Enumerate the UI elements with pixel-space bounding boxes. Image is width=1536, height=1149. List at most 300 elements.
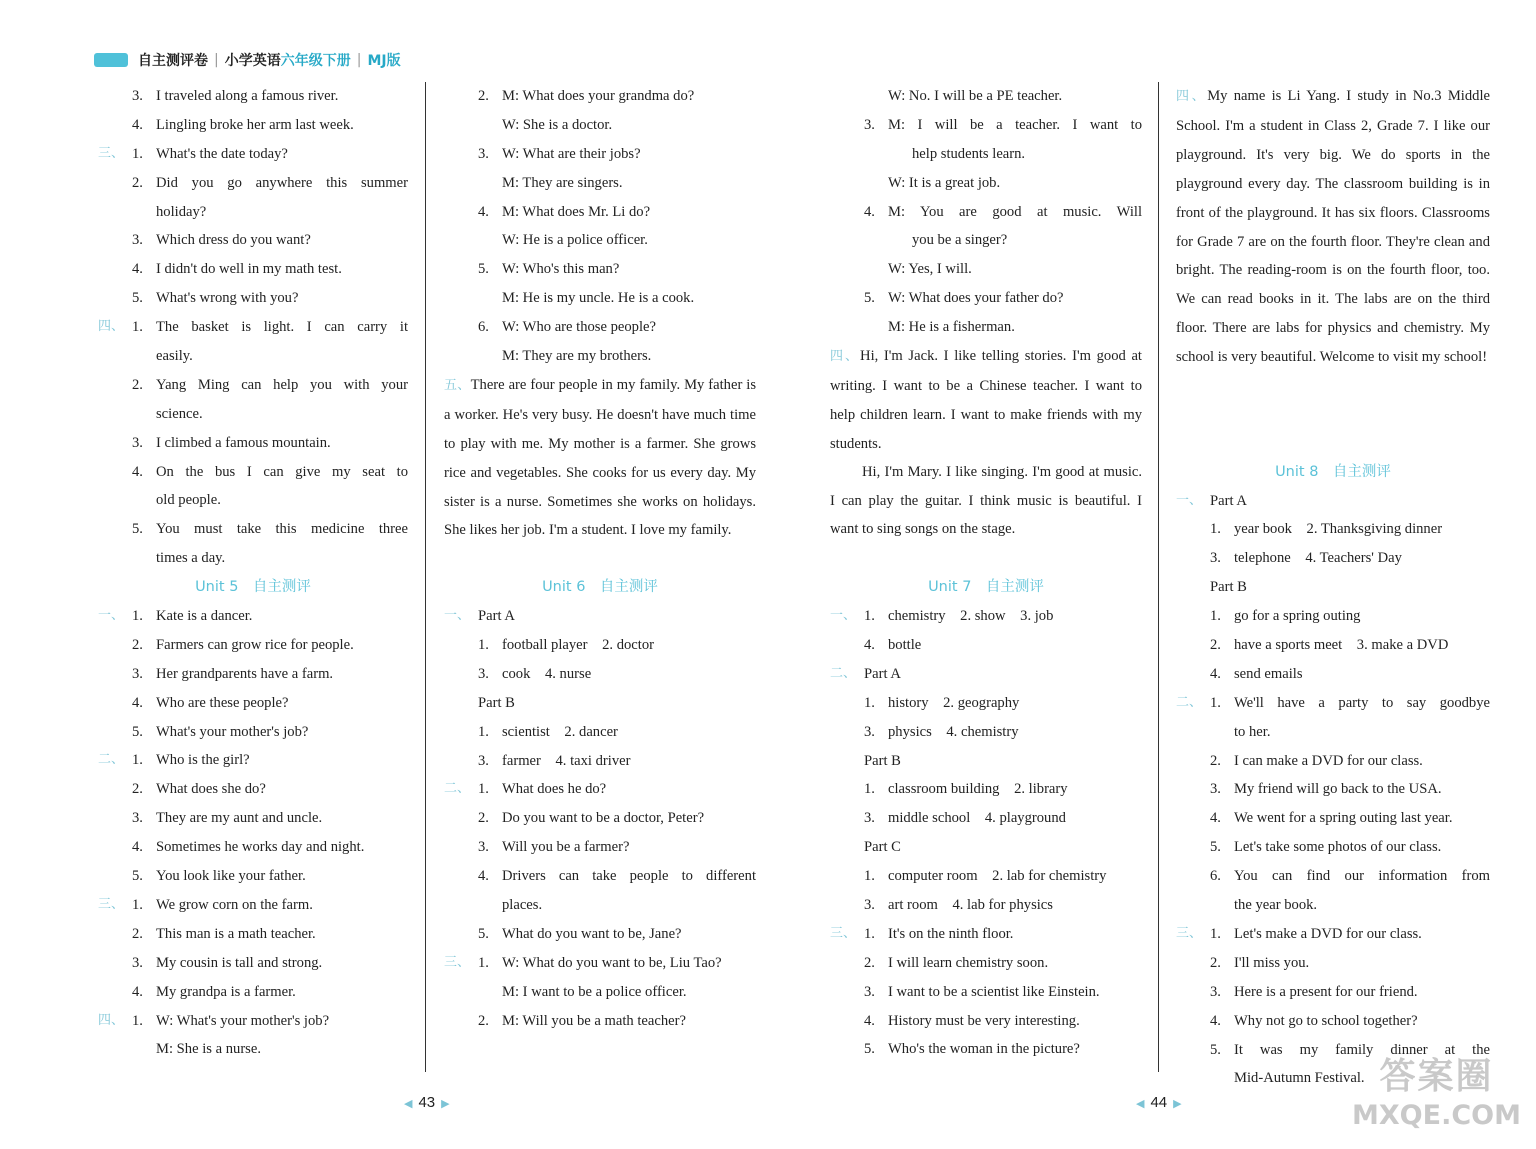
answer-line <box>444 111 756 140</box>
header-badge <box>94 53 128 67</box>
answer-line <box>1176 487 1490 516</box>
answer-text: I didn't do well in my math test. <box>156 261 342 278</box>
answer-text: Let's make a DVD for our class. <box>1234 925 1422 942</box>
answer-text: We'll have a party to say goodbye <box>1234 694 1490 711</box>
answer-text: Do you want to be a doctor, Peter? <box>502 810 705 827</box>
item-number: 5. <box>864 1041 875 1058</box>
item-number: 2. <box>1210 637 1221 654</box>
answer-line <box>1176 544 1490 573</box>
answer-text: W: Who's this man? <box>502 261 620 278</box>
answer-line <box>830 313 1142 342</box>
answer-text: My friend will go back to the USA. <box>1234 781 1442 798</box>
answer-text: Who is the girl? <box>156 752 250 769</box>
answer-text: It's on the ninth floor. <box>888 925 1014 942</box>
answer-line <box>444 775 756 804</box>
answer-text: Part A <box>478 608 515 625</box>
answer-line <box>444 255 756 284</box>
answer-line <box>98 949 408 978</box>
item-number: 6. <box>1210 868 1221 885</box>
answer-paragraph <box>1176 82 1490 458</box>
item-number: 3. <box>132 954 143 971</box>
answer-text: places. <box>502 897 543 913</box>
answer-line <box>444 718 756 747</box>
answer-text: We went for a spring outing last year. <box>1234 810 1453 827</box>
item-number: 4. <box>864 203 875 220</box>
answer-line <box>1176 689 1490 718</box>
answer-line <box>98 400 408 429</box>
answer-text: W: What does your father do? <box>888 290 1064 307</box>
item-number: 2. <box>1210 752 1221 769</box>
answer-text: Why not go to school together? <box>1234 1012 1418 1029</box>
header-edition: MJ版 <box>367 53 401 69</box>
answer-line <box>1176 833 1490 862</box>
answer-text: W: She is a doctor. <box>502 116 613 133</box>
header-subject: 小学英语 <box>224 53 281 69</box>
item-number: 1. <box>478 636 489 653</box>
answer-line <box>830 949 1142 978</box>
item-number: 5. <box>132 290 143 307</box>
answer-text: What's wrong with you? <box>156 290 299 307</box>
page-number-left: ◀ 43 ▶ <box>404 1094 450 1111</box>
answer-text: What does he do? <box>502 781 607 798</box>
answer-line <box>444 1007 756 1036</box>
answer-text: telephone 4. Teachers' Day <box>1234 550 1402 567</box>
item-number: 3. <box>132 665 143 682</box>
item-number: 3. <box>478 839 489 856</box>
answer-line <box>98 342 408 371</box>
answer-line <box>98 371 408 400</box>
section-marker: 四、 <box>1176 89 1208 104</box>
item-number: 4. <box>478 203 489 220</box>
answer-text: W: What are their jobs? <box>502 145 641 162</box>
item-number: 1. <box>132 319 143 336</box>
answer-text: On the bus I can give my seat to <box>156 463 408 480</box>
answer-line <box>444 862 756 891</box>
answer-text: My grandpa is a farmer. <box>156 983 296 1000</box>
unit-heading: Unit 8 自主测评 <box>1275 463 1391 480</box>
answer-text: I traveled along a famous river. <box>156 88 339 104</box>
answer-line <box>1176 949 1490 978</box>
page-number-right: ◀ 44 ▶ <box>1136 1094 1182 1111</box>
answer-line <box>98 111 408 140</box>
item-number: 2. <box>864 954 875 971</box>
answer-line <box>1176 978 1490 1007</box>
item-number: 3. <box>132 810 143 827</box>
answer-text: year book 2. Thanksgiving dinner <box>1234 521 1443 538</box>
unit-heading: Unit 5 自主测评 <box>195 579 311 596</box>
answer-line <box>830 111 1142 140</box>
answer-text: M: He is my uncle. He is a cook. <box>502 290 695 307</box>
answer-text: History must be very interesting. <box>888 1012 1080 1029</box>
answer-line <box>830 660 1142 689</box>
answer-text: Kate is a dancer. <box>156 608 253 625</box>
section-marker: 二、 <box>444 781 471 797</box>
item-number: 1. <box>132 1012 143 1029</box>
answer-text: Part A <box>1210 492 1247 509</box>
item-number: 1. <box>864 781 875 798</box>
item-number: 4. <box>1210 1012 1221 1029</box>
answer-text: to her. <box>1234 723 1271 740</box>
answer-line <box>1176 515 1490 544</box>
answer-text: cook 4. nurse <box>502 665 592 682</box>
paragraph-text: Hi, I'm Jack. I like telling stories. I'm good at writing. I want to be a Chinese teacher. I want to help children learn. I want to make friends with my students. <box>830 348 1142 452</box>
item-number: 3. <box>132 88 143 104</box>
answer-text: My cousin is tall and strong. <box>156 954 323 971</box>
answer-line <box>98 775 408 804</box>
answer-line <box>830 1035 1142 1064</box>
item-number: 3. <box>1210 983 1221 1000</box>
answer-line <box>444 198 756 227</box>
answer-line <box>444 631 756 660</box>
answer-text: Did you go anywhere this summer <box>156 174 408 191</box>
answer-text: M: I want to be a police officer. <box>502 983 687 1000</box>
answer-line <box>444 602 756 631</box>
item-number: 3. <box>1210 781 1221 798</box>
item-number: 5. <box>478 925 489 942</box>
answer-line <box>830 920 1142 949</box>
item-number: 1. <box>1210 925 1221 942</box>
answer-text: classroom building 2. library <box>888 781 1068 798</box>
answer-line <box>830 169 1142 198</box>
item-number: 1. <box>478 954 489 971</box>
answer-text: Sometimes he works day and night. <box>156 839 365 856</box>
answer-line <box>830 804 1142 833</box>
answer-text: M: They are my brothers. <box>502 348 652 365</box>
item-number: 1. <box>1210 608 1221 625</box>
section-marker: 二、 <box>98 752 125 768</box>
answer-text: W: Yes, I will. <box>888 261 972 278</box>
answer-text: Part C <box>864 839 901 856</box>
section-marker: 一、 <box>444 608 471 624</box>
item-number: 1. <box>864 694 875 711</box>
item-number: 3. <box>478 752 489 769</box>
answer-line <box>444 169 756 198</box>
answer-text: help students learn. <box>912 145 1026 162</box>
answer-text: the year book. <box>1234 897 1318 914</box>
answer-line <box>1176 862 1490 891</box>
answer-text: I want to be a scientist like Einstein. <box>888 983 1100 1000</box>
item-number: 3. <box>478 145 489 162</box>
section-marker: 一、 <box>1176 492 1203 508</box>
answer-line <box>444 689 756 718</box>
answer-text: W: What do you want to be, Liu Tao? <box>502 954 722 971</box>
answer-paragraph <box>830 458 1142 574</box>
section-marker: 三、 <box>98 896 125 912</box>
answer-text: W: He is a police officer. <box>502 232 648 249</box>
answer-line <box>98 746 408 775</box>
answer-paragraph <box>444 371 756 573</box>
section-marker: 一、 <box>98 608 125 624</box>
item-number: 4. <box>478 868 489 885</box>
answer-line <box>98 140 408 169</box>
answer-line <box>444 313 756 342</box>
answer-line <box>98 978 408 1007</box>
answer-text: What do you want to be, Jane? <box>502 925 682 942</box>
item-number: 2. <box>478 1012 489 1029</box>
item-number: 5. <box>1210 839 1221 856</box>
answer-line <box>98 833 408 862</box>
answer-line <box>98 429 408 458</box>
item-number: 5. <box>1210 1041 1221 1058</box>
item-number: 1. <box>864 608 875 625</box>
answer-text: W: What's your mother's job? <box>156 1012 330 1029</box>
answer-line <box>444 978 756 1007</box>
answer-text: W: Who are those people? <box>502 319 656 336</box>
answer-text: Which dress do you want? <box>156 232 311 249</box>
item-number: 1. <box>132 608 143 625</box>
answer-text: What's your mother's job? <box>156 723 309 740</box>
section-marker: 三、 <box>1176 925 1203 941</box>
answer-line <box>98 486 408 515</box>
section-marker: 五、 <box>444 377 471 393</box>
item-number: 4. <box>132 694 143 711</box>
answer-text: art room 4. lab for physics <box>888 897 1053 913</box>
item-number: 5. <box>132 868 143 885</box>
answer-text: scientist 2. dancer <box>502 723 618 740</box>
answer-text: football player 2. doctor <box>502 636 654 653</box>
answer-line <box>98 631 408 660</box>
section-marker: 一、 <box>830 608 857 624</box>
item-number: 4. <box>132 839 143 856</box>
answer-line <box>830 140 1142 169</box>
answer-line <box>444 140 756 169</box>
item-number: 2. <box>132 781 143 798</box>
answer-text: Will you be a farmer? <box>502 839 630 856</box>
item-number: 5. <box>478 261 489 278</box>
answer-text: send emails <box>1234 665 1303 682</box>
answer-text: Lingling broke her arm last week. <box>156 116 354 133</box>
answer-line <box>444 284 756 313</box>
answer-line <box>830 689 1142 718</box>
item-number: 2. <box>132 925 143 942</box>
answer-line <box>98 891 408 920</box>
answer-text: Part B <box>478 694 515 711</box>
answer-line <box>444 920 756 949</box>
section-marker: 四、 <box>98 1012 125 1028</box>
answer-text: What does she do? <box>156 781 266 798</box>
answer-line <box>830 775 1142 804</box>
answer-line <box>444 226 756 255</box>
answer-text: M: He is a fisherman. <box>888 319 1015 336</box>
answer-text: Part B <box>1210 579 1247 596</box>
answer-line <box>830 862 1142 891</box>
answer-text: I climbed a famous mountain. <box>156 434 331 451</box>
answer-line <box>830 891 1142 920</box>
answer-line <box>1176 920 1490 949</box>
answer-line <box>830 602 1142 631</box>
answer-line <box>830 82 1142 111</box>
answer-line <box>1176 718 1490 747</box>
header-title: 自主测评卷 <box>138 53 208 69</box>
answer-text: bottle <box>888 636 922 653</box>
item-number: 2. <box>132 174 143 191</box>
answer-line <box>830 978 1142 1007</box>
answer-line <box>1176 1007 1490 1036</box>
answer-line <box>98 862 408 891</box>
section-marker: 三、 <box>830 925 857 941</box>
answer-text: have a sports meet 3. make a DVD <box>1234 637 1449 654</box>
item-number: 3. <box>478 665 489 682</box>
answer-text: M: She is a nurse. <box>156 1041 261 1058</box>
answer-line <box>830 226 1142 255</box>
answer-line <box>1176 891 1490 920</box>
answer-text: M: I will be a teacher. I want to <box>888 116 1142 133</box>
section-marker: 四、 <box>830 349 861 365</box>
answer-text: history 2. geography <box>888 694 1020 711</box>
item-number: 2. <box>132 376 143 393</box>
header-grade: 六年级下册 <box>280 53 351 69</box>
item-number: 6. <box>478 319 489 336</box>
unit-heading: Unit 7 自主测评 <box>928 579 1044 596</box>
answer-line <box>1176 775 1490 804</box>
answer-line <box>98 169 408 198</box>
answer-line <box>98 718 408 747</box>
answer-text: chemistry 2. show 3. job <box>888 608 1054 625</box>
answer-text: W: It is a great job. <box>888 174 1001 191</box>
answer-line <box>444 82 756 111</box>
column-divider <box>425 82 426 1072</box>
answer-text: M: What does Mr. Li do? <box>502 203 651 220</box>
section-marker: 三、 <box>444 954 471 970</box>
column-divider <box>1158 82 1159 1072</box>
answer-line <box>98 458 408 487</box>
answer-line <box>830 198 1142 227</box>
answer-line <box>98 82 408 111</box>
answer-text: You can find our information from <box>1234 868 1490 885</box>
answer-line <box>98 544 408 573</box>
item-number: 2. <box>1210 954 1221 971</box>
item-number: 3. <box>864 983 875 1000</box>
answer-line <box>1176 747 1490 776</box>
answer-text: Who's the woman in the picture? <box>888 1041 1080 1058</box>
answer-text: holiday? <box>156 203 207 220</box>
answer-line <box>444 804 756 833</box>
answer-text: We grow corn on the farm. <box>156 896 313 913</box>
answer-text: science. <box>156 405 203 422</box>
answer-text: you be a singer? <box>912 232 1008 249</box>
section-marker: 二、 <box>1176 694 1203 710</box>
item-number: 1. <box>1210 521 1221 538</box>
answer-text: Farmers can grow rice for people. <box>156 636 354 653</box>
answer-text: I will learn chemistry soon. <box>888 954 1049 971</box>
item-number: 2. <box>478 88 489 104</box>
answer-line <box>1176 631 1490 660</box>
answer-text: This man is a math teacher. <box>156 925 316 942</box>
item-number: 4. <box>864 636 875 653</box>
answer-text: Here is a present for our friend. <box>1234 983 1418 1000</box>
answer-text: easily. <box>156 348 193 365</box>
answer-text: It was my family dinner at the <box>1234 1041 1490 1058</box>
item-number: 4. <box>1210 665 1221 682</box>
item-number: 3. <box>132 434 143 451</box>
item-number: 3. <box>864 723 875 740</box>
section-marker: 三、 <box>98 145 125 161</box>
answer-text: farmer 4. taxi driver <box>502 752 631 769</box>
item-number: 1. <box>132 752 143 769</box>
answer-paragraph <box>830 342 1142 458</box>
answer-text: Yang Ming can help you with your <box>156 376 408 393</box>
section-marker: 二、 <box>830 665 857 681</box>
item-number: 1. <box>864 868 875 885</box>
answer-text: You must take this medicine three <box>156 521 408 538</box>
unit-heading: Unit 6 自主测评 <box>542 579 658 596</box>
answer-text: The basket is light. I can carry it <box>156 319 408 336</box>
answer-text: M: What does your grandma do? <box>502 88 695 104</box>
item-number: 5. <box>132 723 143 740</box>
answer-line <box>830 1007 1142 1036</box>
answer-line <box>1176 602 1490 631</box>
item-number: 4. <box>864 1012 875 1029</box>
answer-line <box>830 631 1142 660</box>
answer-line <box>830 284 1142 313</box>
item-number: 5. <box>132 521 143 538</box>
paragraph-text: My name is Li Yang. I study in No.3 Middle School. I'm a student in Class 2, Grade 7. I like our playground. It's very big. We do sports in the playground every day. The classroom building is in front of the playground. It has six floors. Classrooms for Grade 7 are on the fourth floor. They're clean and bright. The reading-room is on the fourth floor, too. We can read books in it. The labs are on the third floor. There are labs for physics and chemistry. My school is very beautiful. Welcome to visit my school! <box>1176 88 1490 366</box>
answer-line <box>1176 573 1490 602</box>
item-number: 2. <box>132 636 143 653</box>
answer-column-3 <box>830 82 1142 1064</box>
answer-line <box>444 660 756 689</box>
item-number: 1. <box>132 145 143 162</box>
item-number: 1. <box>478 723 489 740</box>
watermark-logo: 答案圈 MXQE.COM <box>1352 1056 1521 1131</box>
answer-text: old people. <box>156 492 221 509</box>
answer-column-2 <box>444 82 756 1035</box>
answer-line <box>98 313 408 342</box>
answer-text: I can make a DVD for our class. <box>1234 752 1423 769</box>
answer-line <box>830 718 1142 747</box>
item-number: 3. <box>1210 550 1221 567</box>
answer-line <box>98 255 408 284</box>
answer-text: physics 4. chemistry <box>888 723 1019 740</box>
answer-text: Mid-Autumn Festival. <box>1234 1070 1365 1087</box>
answer-text: middle school 4. playground <box>888 810 1066 827</box>
answer-text: Let's take some photos of our class. <box>1234 839 1442 856</box>
answer-text: M: They are singers. <box>502 174 623 191</box>
item-number: 2. <box>478 810 489 827</box>
answer-line <box>98 804 408 833</box>
answer-line <box>1176 804 1490 833</box>
item-number: 3. <box>132 232 143 249</box>
answer-text: M: You are good at music. Will <box>888 203 1142 220</box>
answer-text: Her grandparents have a farm. <box>156 665 334 682</box>
item-number: 3. <box>864 116 875 133</box>
answer-text: Who are these people? <box>156 694 289 711</box>
answer-line <box>98 198 408 227</box>
page-header: 自主测评卷 | 小学英语 六年级下册 | MJ版 <box>94 50 401 70</box>
answer-line <box>98 1007 408 1036</box>
section-marker: 四、 <box>98 319 125 335</box>
item-number: 1. <box>132 896 143 913</box>
answer-text: Part A <box>864 665 901 682</box>
answer-line <box>98 284 408 313</box>
answer-text: times a day. <box>156 550 226 567</box>
answer-line <box>98 1035 408 1064</box>
answer-line <box>444 747 756 776</box>
answer-line <box>444 949 756 978</box>
answer-line <box>444 833 756 862</box>
item-number: 1. <box>1210 694 1221 711</box>
answer-line <box>1176 660 1490 689</box>
paragraph-text: Hi, I'm Mary. I like singing. I'm good at music. I can play the guitar. I think music is beautiful. I want to sing songs on the stage. <box>830 463 1142 538</box>
answer-text: computer room 2. lab for chemistry <box>888 868 1107 885</box>
answer-line <box>444 891 756 920</box>
answer-line <box>830 833 1142 862</box>
answer-column-4 <box>1176 82 1490 1093</box>
answer-text: W: No. I will be a PE teacher. <box>888 88 1063 104</box>
answer-text: M: Will you be a math teacher? <box>502 1012 686 1029</box>
answer-text: I'll miss you. <box>1234 954 1310 971</box>
answer-text: They are my aunt and uncle. <box>156 810 323 827</box>
